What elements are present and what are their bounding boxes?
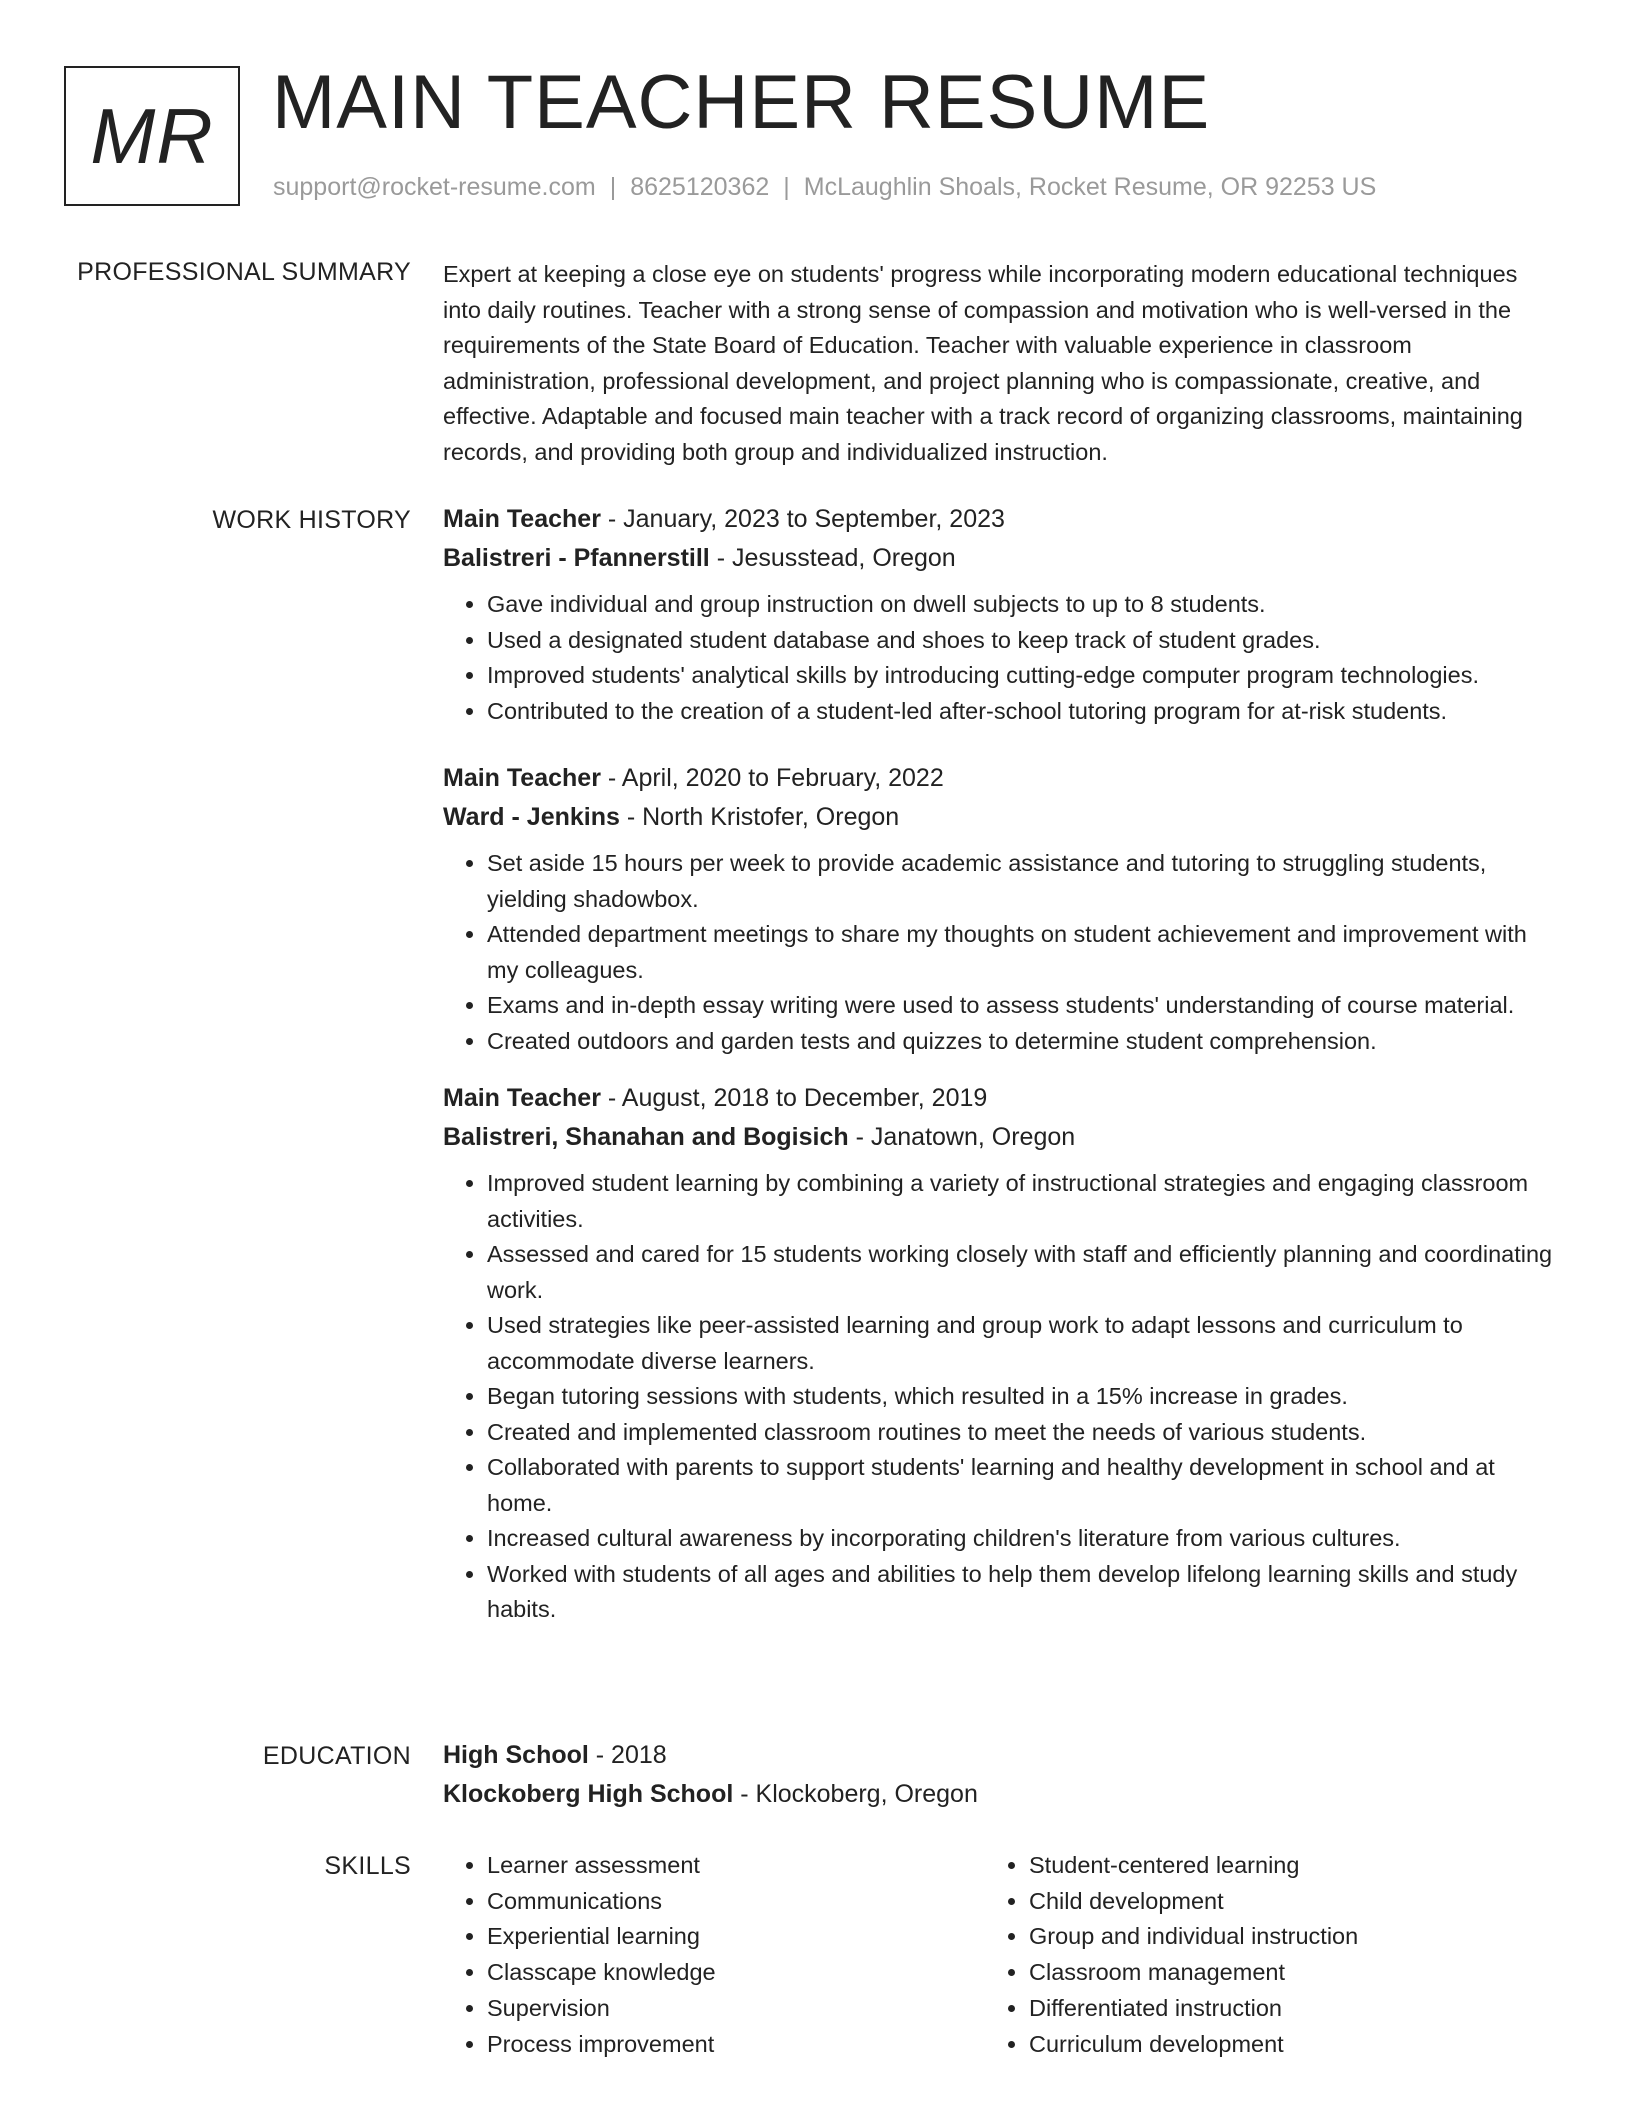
contact-address: McLaughlin Shoals, Rocket Resume, OR 92253 US xyxy=(803,173,1377,201)
job-bullets xyxy=(443,846,1553,1059)
job-company-line xyxy=(443,539,1553,578)
job-bullet: • Created and implemented classroom routines to meet the needs of various students. xyxy=(487,1415,1553,1451)
education-year: - 2018 xyxy=(588,1741,667,1769)
job-bullets xyxy=(443,1166,1553,1628)
job-bullet: • Assessed and cared for 15 students working closely with staff and efficiently planning and coordinating work. xyxy=(487,1237,1553,1308)
contact-email: support@rocket-resume.com xyxy=(273,173,596,201)
job-company-line xyxy=(443,798,1553,837)
skill-item: • Differentiated instruction xyxy=(1029,1991,1529,2027)
skills-heading: SKILLS xyxy=(324,1852,411,1880)
job-bullet: • Contributed to the creation of a student-led after-school tutoring program for at-risk students. xyxy=(487,694,1553,730)
job-entry xyxy=(443,759,1553,1059)
work-history-heading: WORK HISTORY xyxy=(212,506,411,534)
work-history-body xyxy=(443,500,1553,1628)
contact-separator: | xyxy=(609,173,617,201)
skills-column-right xyxy=(987,1848,1529,2062)
skill-item: • Experiential learning xyxy=(487,1919,987,1955)
job-bullet: • Improved student learning by combining a variety of instructional strategies and engaging classroom activities. xyxy=(487,1166,1553,1237)
summary-text: Expert at keeping a close eye on students' progress while incorporating modern educational techniques into daily routines. Teacher with a strong sense of compassion and motivation who is well-versed in the requirements of the State Board of Education. Teacher with valuable experience in classroom administration, professional development, and project planning who is compassionate, creative, and effective. Adaptable and focused main teacher with a track record of organizing classrooms, maintaining records, and providing both group and individualized instruction. xyxy=(443,261,1523,465)
monogram-initials: MR xyxy=(90,91,214,180)
job-bullet: • Worked with students of all ages and abilities to help them develop lifelong learning skills and study habits. xyxy=(487,1557,1553,1628)
job-title: Main Teacher xyxy=(443,764,601,792)
skill-item: • Process improvement xyxy=(487,2027,987,2063)
resume-title: MAIN TEACHER RESUME xyxy=(272,60,1211,145)
job-bullet: • Increased cultural awareness by incorporating children's literature from various cultures. xyxy=(487,1521,1553,1557)
skill-item: • Child development xyxy=(1029,1884,1529,1920)
skills-body xyxy=(443,1848,1553,2062)
job-location: - Janatown, Oregon xyxy=(848,1123,1076,1151)
job-title-line xyxy=(443,1079,1553,1118)
skill-item: • Classcape knowledge xyxy=(487,1955,987,1991)
job-title: Main Teacher xyxy=(443,505,601,533)
job-bullet: • Began tutoring sessions with students, which resulted in a 15% increase in grades. xyxy=(487,1379,1553,1415)
job-dates: - January, 2023 to September, 2023 xyxy=(600,505,1005,533)
skill-item: • Communications xyxy=(487,1884,987,1920)
job-bullet: • Set aside 15 hours per week to provide academic assistance and tutoring to struggling students, yielding shadowbox. xyxy=(487,846,1553,917)
job-bullet: • Used strategies like peer-assisted learning and group work to adapt lessons and curriculum to accommodate diverse learners. xyxy=(487,1308,1553,1379)
contact-separator: | xyxy=(783,173,790,201)
job-title: Main Teacher xyxy=(443,1084,601,1112)
job-company: Balistreri - Pfannerstill xyxy=(443,544,710,572)
job-bullet: • Created outdoors and garden tests and quizzes to determine student comprehension. xyxy=(487,1024,1553,1060)
skill-item: • Student-centered learning xyxy=(1029,1848,1529,1884)
contact-phone: 8625120362 xyxy=(630,173,770,201)
contact-line xyxy=(273,173,1376,202)
job-bullet: • Attended department meetings to share my thoughts on student achievement and improvement with my colleagues. xyxy=(487,917,1553,988)
monogram-box xyxy=(64,66,240,206)
job-title-line xyxy=(443,759,1553,798)
job-bullet: • Used a designated student database and shoes to keep track of student grades. xyxy=(487,623,1553,659)
skill-item: • Group and individual instruction xyxy=(1029,1919,1529,1955)
job-company: Ward - Jenkins xyxy=(443,803,620,831)
skill-item: • Classroom management xyxy=(1029,1955,1529,1991)
job-bullet: • Exams and in-depth essay writing were used to assess students' understanding of course material. xyxy=(487,988,1553,1024)
skill-item: • Learner assessment xyxy=(487,1848,987,1884)
education-degree-line xyxy=(443,1736,1553,1775)
education-school-line xyxy=(443,1775,1553,1814)
job-entry xyxy=(443,1079,1553,1628)
summary-heading: PROFESSIONAL SUMMARY xyxy=(77,258,411,286)
skill-item: • Supervision xyxy=(487,1991,987,2027)
summary-body xyxy=(443,257,1553,470)
job-title-line xyxy=(443,500,1553,539)
education-location: - Klockoberg, Oregon xyxy=(733,1780,978,1808)
job-bullet: • Improved students' analytical skills by introducing cutting-edge computer program technologies. xyxy=(487,658,1553,694)
job-entry xyxy=(443,500,1553,729)
education-degree: High School xyxy=(443,1741,589,1769)
job-bullet: • Collaborated with parents to support students' learning and healthy development in school and at home. xyxy=(487,1450,1553,1521)
job-location: - North Kristofer, Oregon xyxy=(619,803,900,831)
job-dates: - April, 2020 to February, 2022 xyxy=(600,764,944,792)
education-heading: EDUCATION xyxy=(262,1742,411,1770)
job-dates: - August, 2018 to December, 2019 xyxy=(600,1084,988,1112)
education-body xyxy=(443,1736,1553,1814)
skill-item: • Curriculum development xyxy=(1029,2027,1529,2063)
job-company-line xyxy=(443,1118,1553,1157)
job-company: Balistreri, Shanahan and Bogisich xyxy=(443,1123,849,1151)
job-bullet: • Gave individual and group instruction on dwell subjects to up to 8 students. xyxy=(487,587,1553,623)
job-bullets xyxy=(443,587,1553,729)
education-school: Klockoberg High School xyxy=(443,1780,734,1808)
skills-column-left xyxy=(443,1848,987,2062)
job-location: - Jesusstead, Oregon xyxy=(709,544,956,572)
